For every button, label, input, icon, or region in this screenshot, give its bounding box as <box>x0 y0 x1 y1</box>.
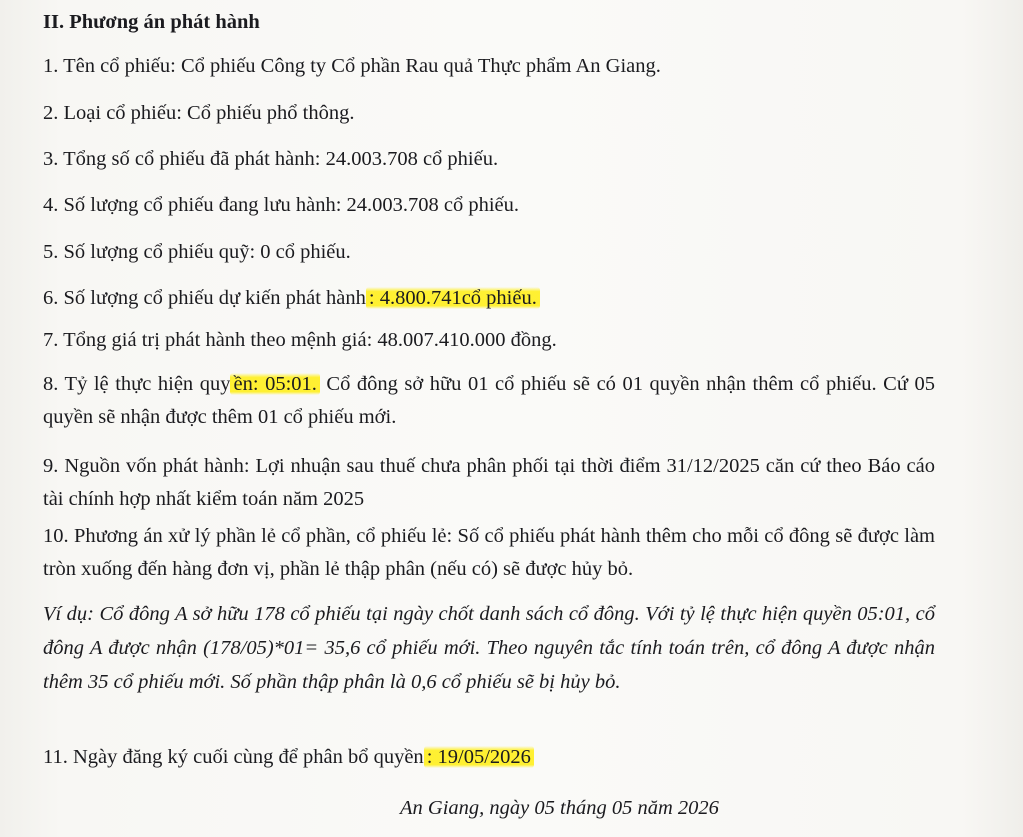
item-11-record-date <box>43 743 534 771</box>
item-8-exercise-ratio <box>43 368 935 434</box>
item-8-label: 8. Tỷ lệ thực hiện quy <box>43 373 231 395</box>
item-3-total-issued: 3. Tổng số cổ phiếu đã phát hành: 24.003.708 cổ phiếu. <box>43 148 499 170</box>
place-date-line: An Giang, ngày 05 tháng 05 năm 2026 <box>400 797 719 819</box>
item-8-highlighted-ratio: ền: 05:01. <box>230 373 319 395</box>
item-7-total-par-value: 7. Tổng giá trị phát hành theo mệnh giá: 48.007.410.000 đồng. <box>43 329 557 351</box>
item-6-label: 6. Số lượng cổ phiếu dự kiến phát hành <box>43 287 366 309</box>
item-2-stock-type: 2. Loại cổ phiếu: Cổ phiếu phổ thông. <box>43 102 355 124</box>
item-10-fraction-handling: 10. Phương án xử lý phần lẻ cổ phần, cổ phiếu lẻ: Số cổ phiếu phát hành thêm cho mỗi cổ đông sẽ được làm tròn xuống đến hàng đơn vị, phần lẻ thập phân (nếu có) sẽ được hủy bỏ. <box>43 525 935 580</box>
example-paragraph: Ví dụ: Cổ đông A sở hữu 178 cổ phiếu tại ngày chốt danh sách cổ đông. Với tỷ lệ thực hiện quyền 05:01, cổ đông A được nhận (178/05)*01= 35,6 cổ phiếu mới. Theo nguyên tắc tính toán trên, cổ đông A được nhận thêm 35 cổ phiếu mới. Số phần thập phân là 0,6 cổ phiếu sẽ bị hủy bỏ. <box>43 603 935 693</box>
item-8-detail: Cổ đông sở hữu 01 cổ phiếu sẽ có 01 quyền nhận thêm cổ phiếu. Cứ 05 quyền sẽ nhận được thêm 01 cổ phiếu mới. <box>43 373 935 428</box>
item-11-highlighted-date: : 19/05/2026 <box>424 746 534 768</box>
item-6-highlighted-value: : 4.800.741cổ phiếu. <box>366 287 540 309</box>
section-title: II. Phương án phát hành <box>43 11 260 33</box>
item-11-label: 11. Ngày đăng ký cuối cùng để phân bổ quyền <box>43 746 424 768</box>
item-9-capital-source: 9. Nguồn vốn phát hành: Lợi nhuận sau thuế chưa phân phối tại thời điểm 31/12/2025 căn cứ theo Báo cáo tài chính hợp nhất kiểm toán năm 2025 <box>43 455 935 510</box>
item-6-planned-issue <box>43 284 540 312</box>
item-4-outstanding: 4. Số lượng cổ phiếu đang lưu hành: 24.003.708 cổ phiếu. <box>43 194 520 216</box>
item-1-stock-name: 1. Tên cổ phiếu: Cổ phiếu Công ty Cổ phần Rau quả Thực phẩm An Giang. <box>43 55 661 77</box>
item-5-treasury: 5. Số lượng cổ phiếu quỹ: 0 cổ phiếu. <box>43 241 351 263</box>
